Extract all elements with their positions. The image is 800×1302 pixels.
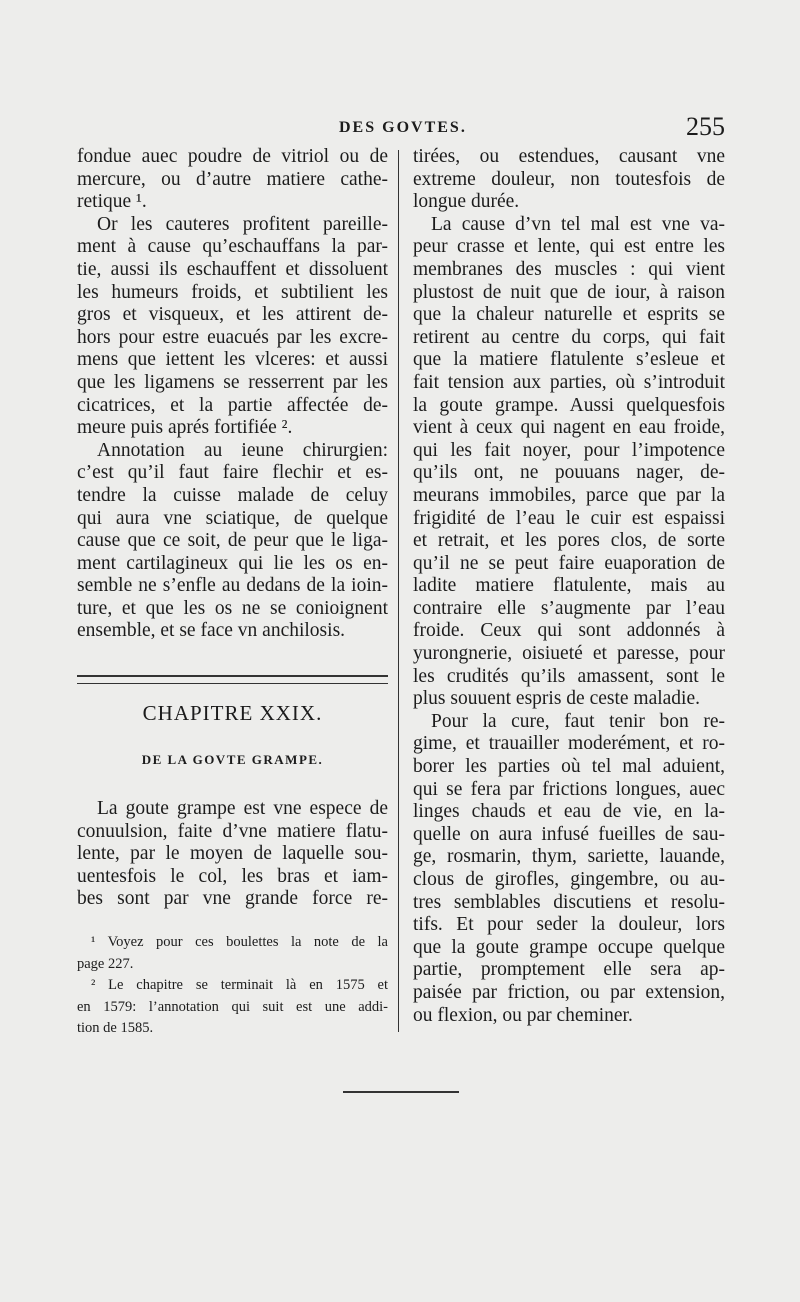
text-line: partie, promptement elle sera ap- <box>413 959 725 981</box>
footnote-line: ¹ Voyez pour ces boulettes la note de la <box>91 934 388 950</box>
text-line: ment à cause qu’eschauffans la par- <box>77 236 388 258</box>
text-line: ou flexion, ou par cheminer. <box>413 1004 633 1026</box>
page-number: 255 <box>686 112 725 141</box>
text-line: fondue auec poudre de vitriol ou de <box>77 146 388 167</box>
text-line: tirées, ou estendues, causant vne <box>413 146 725 167</box>
text-line: clous de girofles, gingembre, ou au- <box>413 869 725 890</box>
text-line: La goute grampe est vne espece de <box>97 798 388 819</box>
text-line: vient à ceux qui nagent en eau froide, <box>413 417 725 439</box>
text-line: ladite matiere flatulente, mais au <box>413 575 725 597</box>
text-line: frigidité de l’eau le cuir est espaissi <box>413 507 725 529</box>
text-line: tifs. Et pour seder la douleur, lors <box>413 914 725 936</box>
text-line: et retrait, et les pores clos, de sorte <box>413 530 725 552</box>
chapter-subtitle: DE LA GOVTE GRAMPE. <box>141 752 324 767</box>
text-line: Or les cauteres profitent pareille- <box>97 213 388 235</box>
text-line: ment cartilagineux qui lie les os en- <box>77 552 388 574</box>
footnote-line: en 1579: l’annotation qui suit est une addi- <box>77 998 388 1015</box>
text-line: mens que iettent les vlceres: et aussi <box>77 349 388 371</box>
text-line: cause que ce soit, de peur que le liga- <box>77 530 388 552</box>
text-line: contraire elle s’augmente par l’eau <box>413 597 725 619</box>
text-line: semble ne s’enfle au dedans de la ioin- <box>77 575 388 597</box>
footnote-line: ² Le chapitre se terminait là en 1575 et <box>91 977 388 993</box>
text-line: longue durée. <box>413 191 520 213</box>
text-line: qui se fera par frictions longues, auec <box>413 778 725 800</box>
text-line: que la chaleur naturelle et esprits se <box>413 304 725 326</box>
text-line: froide. Ceux qui sont addonnés à <box>413 620 725 642</box>
text-line: la goute grampe. Aussi quelquesfois <box>413 394 725 416</box>
text-line: uentesfois le col, les bras et iam- <box>77 865 388 887</box>
footnote-line: page 227. <box>77 955 134 972</box>
text-line: plus souuent espris de ceste maladie. <box>413 688 701 710</box>
text-line: que la goute grampe occupe quelque <box>413 936 725 958</box>
footnotes <box>77 932 388 1040</box>
text-line: paisée par friction, ou par extension, <box>413 981 725 1003</box>
text-line: que la matiere flatulente s’esleue et <box>413 349 725 371</box>
text-line: ture, et que les os ne se conioignent <box>77 597 388 619</box>
text-line: quelle on aura infusé fueilles de sau- <box>413 823 725 845</box>
text-line: lente, par le moyen de laquelle sou- <box>77 843 388 865</box>
text-line: Annotation au ieune chirurgien: <box>97 439 388 461</box>
text-line: que les ligamens se resserrent par les <box>77 371 388 393</box>
text-line: c’est qu’il faut faire flechir et es- <box>77 462 388 484</box>
chapter-title: CHAPITRE XXIX. <box>142 701 323 725</box>
text-line: La cause d’vn tel mal est vne va- <box>431 213 725 235</box>
chapter-body-text <box>77 798 388 911</box>
text-line: meure puis aprés fortifiée ². <box>77 417 293 439</box>
text-line: extreme douleur, non toutesfois de <box>413 168 725 190</box>
text-line: gime, et trauailler moderément, et ro- <box>413 733 725 755</box>
text-line: les crudités qu’ils amassent, sont le <box>413 665 725 687</box>
text-line: membranes des muscles : qui vient <box>413 258 725 280</box>
text-line: cicatrices, et la partie affectée de- <box>77 394 388 416</box>
text-line: qu’ils ont, ne pouuans nager, de- <box>413 462 725 484</box>
text-line: linges chauds et eau de vie, en la- <box>413 801 725 823</box>
text-line: yurongnerie, oisiueté et paresse, pour <box>413 643 725 665</box>
running-title: DES GOVTES. <box>339 119 467 136</box>
text-line: tendre la cuisse malade de celuy <box>77 484 388 506</box>
text-line: gros et visqueux, et les attirent de- <box>77 304 388 326</box>
end-rule <box>343 1091 459 1093</box>
text-line: ensemble, et se face vn anchilosis. <box>77 620 346 642</box>
left-column-text <box>77 146 388 643</box>
text-line: retique ¹. <box>77 191 147 213</box>
text-line: fait tension aux parties, où s’introduit <box>413 371 725 393</box>
text-line: conuulsion, faite d’vne matiere flatu- <box>77 820 388 842</box>
text-line: plustost de nuit que de iour, à raison <box>413 281 725 303</box>
text-line: peur crasse et lente, qui est entre les <box>413 236 725 258</box>
text-line: bes sont par vne grande force re- <box>77 888 388 910</box>
chapter-separator-rule <box>77 675 388 684</box>
footnote-line: tion de 1585. <box>77 1020 154 1036</box>
text-line: qui aura vne sciatique, de quelque <box>77 507 388 529</box>
text-line: tres semblables discutiens et resolu- <box>413 891 725 913</box>
text-line: les humeurs froids, et subtilient les <box>77 281 388 303</box>
text-line: qui les fait noyer, pour l’impotence <box>413 439 725 461</box>
running-head <box>77 114 725 144</box>
text-line: meurans immobiles, parce que par la <box>413 484 725 506</box>
text-line: retirent au centre du corps, qui fait <box>413 326 725 348</box>
text-line: borer les parties où tel mal aduient, <box>413 756 725 778</box>
column-divider <box>398 150 399 1032</box>
text-line: Pour la cure, faut tenir bon re- <box>431 710 725 732</box>
text-line: qu’il ne se peut faire euaporation de <box>413 552 725 574</box>
text-line: hors pour estre euacués par les excre- <box>77 326 388 348</box>
text-line: mercure, ou d’autre matiere cathe- <box>77 168 388 190</box>
text-line: tie, aussi ils eschauffent et dissoluent <box>77 258 388 280</box>
text-line: ge, rosmarin, thym, sariette, lauande, <box>413 846 725 868</box>
right-column-text <box>413 146 725 1027</box>
